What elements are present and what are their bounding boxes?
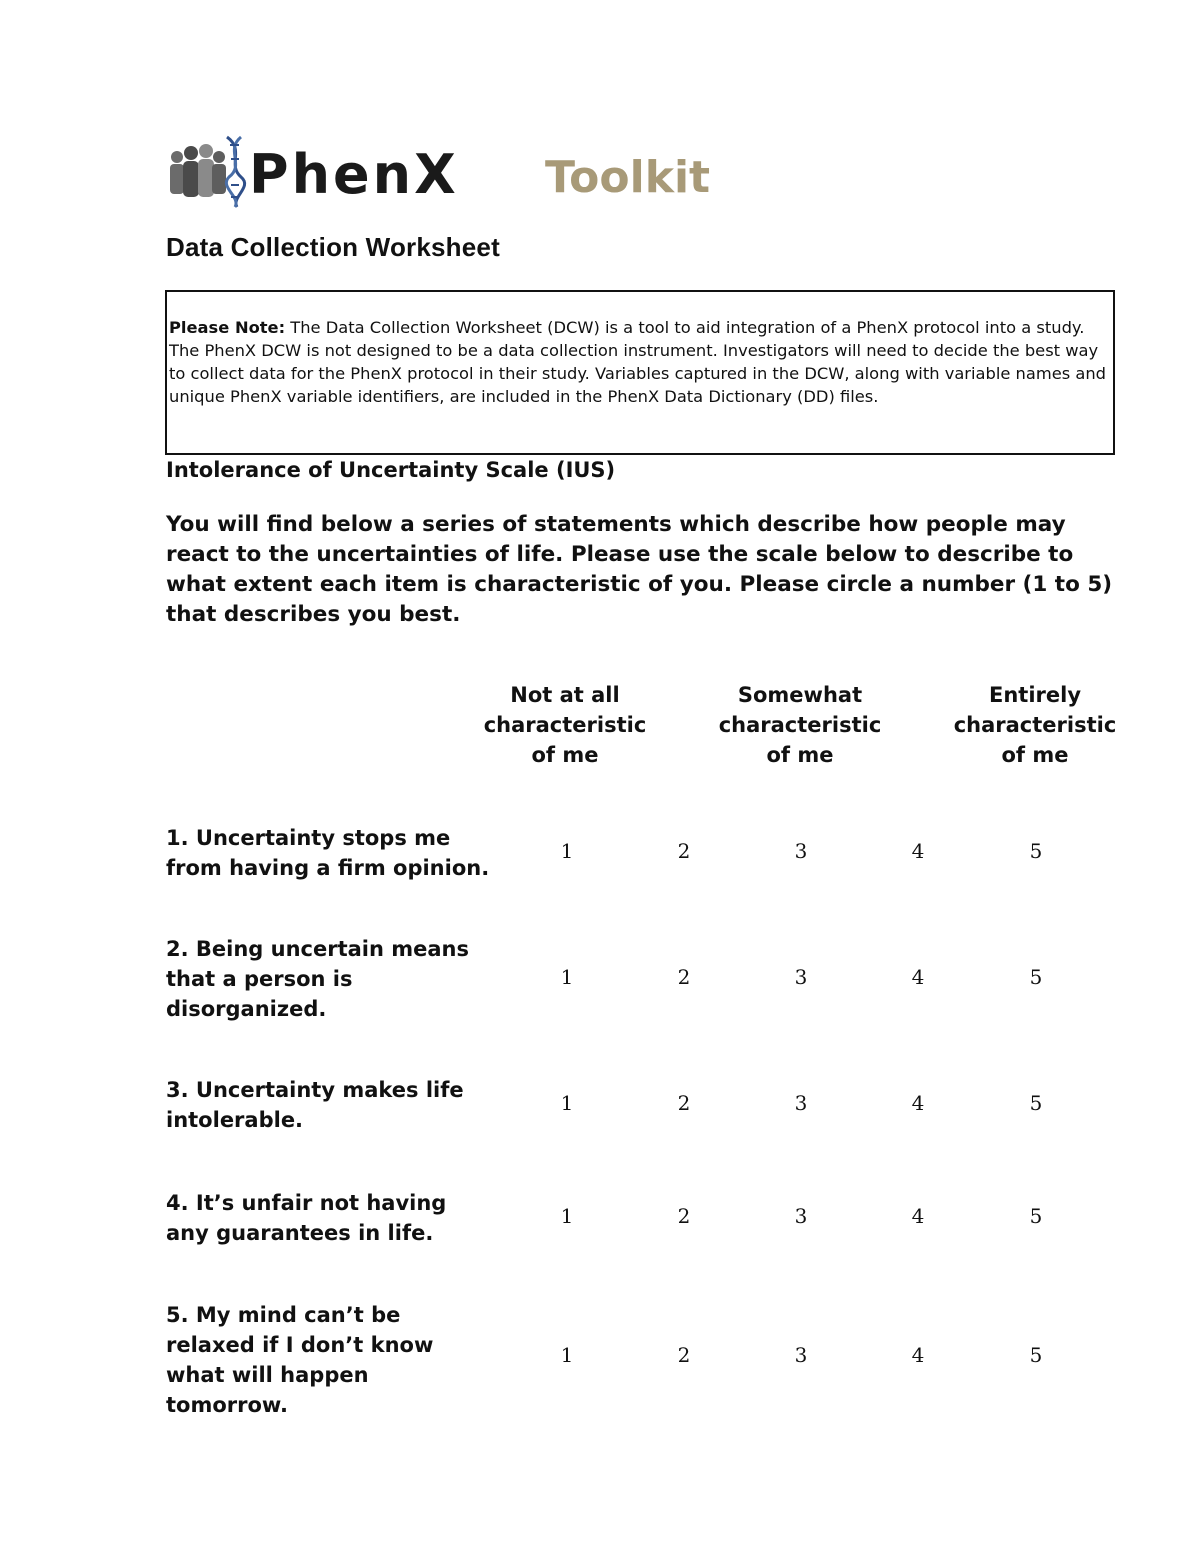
note-label: Please Note: bbox=[169, 318, 286, 337]
item-3-option-5[interactable]: 5 bbox=[1029, 1091, 1043, 1115]
note-box bbox=[165, 290, 1115, 455]
item-3-option-4[interactable]: 4 bbox=[911, 1091, 925, 1115]
item-1-option-2[interactable]: 2 bbox=[677, 839, 691, 863]
logo-product-text: Toolkit bbox=[545, 152, 711, 203]
item-4-option-1[interactable]: 1 bbox=[560, 1204, 574, 1228]
instructions: You will find below a series of statements which describe how people may react to the uncertainties of life. Please use the scale below to describe to what extent each item is characteristic of you. Please circle a number (1 to 5) that describes you best. bbox=[166, 512, 1113, 627]
item-3-option-2[interactable]: 2 bbox=[677, 1091, 691, 1115]
scale-header-high: Entirely characteristic of me bbox=[953, 683, 1117, 767]
item-3: 3. Uncertainty makes life intolerable. bbox=[166, 1078, 464, 1132]
item-4-option-5[interactable]: 5 bbox=[1029, 1204, 1043, 1228]
item-2-option-3[interactable]: 3 bbox=[794, 965, 808, 989]
item-1: 1. Uncertainty stops me from having a firm opinion. bbox=[166, 826, 490, 880]
people-icon bbox=[170, 144, 226, 197]
item-2: 2. Being uncertain means that a person is disorganized. bbox=[166, 937, 470, 1021]
dna-icon bbox=[226, 137, 244, 207]
item-5-option-4[interactable]: 4 bbox=[911, 1343, 925, 1367]
item-4-option-3[interactable]: 3 bbox=[794, 1204, 808, 1228]
item-4-option-4[interactable]: 4 bbox=[911, 1204, 925, 1228]
item-5-option-5[interactable]: 5 bbox=[1029, 1343, 1043, 1367]
item-5: 5. My mind can’t be relaxed if I don’t know what will happen tomorrow. bbox=[166, 1303, 434, 1417]
item-1-option-4[interactable]: 4 bbox=[911, 839, 925, 863]
page-title: Data Collection Worksheet bbox=[166, 232, 500, 262]
item-2-option-4[interactable]: 4 bbox=[911, 965, 925, 989]
item-4-option-2[interactable]: 2 bbox=[677, 1204, 691, 1228]
item-2-option-2[interactable]: 2 bbox=[677, 965, 691, 989]
item-2-option-1[interactable]: 1 bbox=[560, 965, 574, 989]
item-1-option-3[interactable]: 3 bbox=[794, 839, 808, 863]
item-2-option-5[interactable]: 5 bbox=[1029, 965, 1043, 989]
item-5-option-3[interactable]: 3 bbox=[794, 1343, 808, 1367]
scale-title: Intolerance of Uncertainty Scale (IUS) bbox=[166, 458, 616, 482]
note-text: The Data Collection Worksheet (DCW) is a tool to aid integration of a PhenX protocol into a study. The PhenX DCW is not designed to be a data collection instrument. Investigators will need to decide the best way to collect data for the PhenX protocol in their study. Variables captured in the DCW, along with variable names and unique PhenX variable identifiers, are included in the PhenX Data Dictionary (DD) files. bbox=[169, 318, 1107, 406]
item-1-option-1[interactable]: 1 bbox=[560, 839, 574, 863]
item-5-option-2[interactable]: 2 bbox=[677, 1343, 691, 1367]
item-3-option-3[interactable]: 3 bbox=[794, 1091, 808, 1115]
scale-header-low: Not at all characteristic of me bbox=[483, 683, 647, 767]
item-3-option-1[interactable]: 1 bbox=[560, 1091, 574, 1115]
item-5-option-1[interactable]: 1 bbox=[560, 1343, 574, 1367]
item-1-option-5[interactable]: 5 bbox=[1029, 839, 1043, 863]
scale-header-mid: Somewhat characteristic of me bbox=[718, 683, 882, 767]
item-4: 4. It’s unfair not having any guarantees in life. bbox=[166, 1191, 447, 1245]
phenx-toolkit-logo bbox=[165, 135, 725, 210]
logo-brand-text: PhenX bbox=[249, 143, 459, 206]
